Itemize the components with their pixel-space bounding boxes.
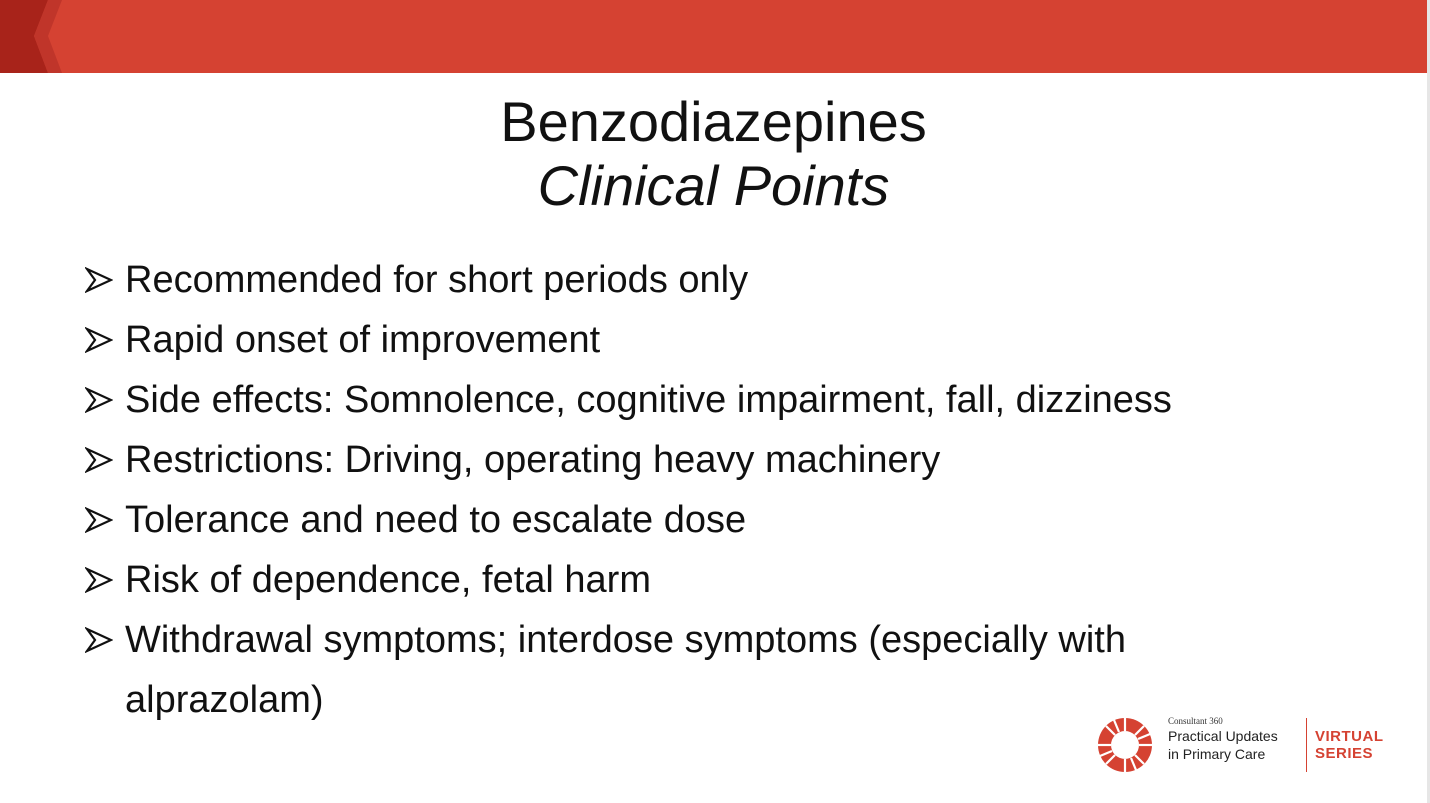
arrow-bullet-icon xyxy=(85,327,113,353)
brand-small: Consultant 360 xyxy=(1168,716,1223,726)
bullet-item xyxy=(85,490,1285,550)
virtual-series-label xyxy=(1315,728,1384,762)
bullet-text: Tolerance and need to escalate dose xyxy=(125,499,747,541)
arrow-bullet-icon xyxy=(85,567,113,593)
title-block xyxy=(0,90,1427,218)
arrow-bullet-icon xyxy=(85,387,113,413)
ring-logo-icon xyxy=(1096,716,1154,774)
slide-title: Benzodiazepines xyxy=(500,90,927,153)
brand-line-2: in Primary Care xyxy=(1168,746,1266,762)
footer-logo xyxy=(1096,714,1406,778)
bullet-item xyxy=(85,550,1285,610)
bullet-text: Risk of dependence, fetal harm xyxy=(125,559,651,601)
banner-chevron-icon xyxy=(0,0,80,73)
logo-divider xyxy=(1306,718,1307,772)
bullet-list xyxy=(85,250,1285,730)
slide-subtitle: Clinical Points xyxy=(537,154,890,217)
virtual-line-1: VIRTUAL xyxy=(1315,728,1384,745)
virtual-line-2: SERIES xyxy=(1315,745,1374,762)
bullet-text: Withdrawal symptoms; interdose symptoms (especially with alprazolam) xyxy=(125,619,1126,721)
bullet-text: Recommended for short periods only xyxy=(125,259,749,301)
bullet-text: Rapid onset of improvement xyxy=(125,319,601,361)
bullet-text: Side effects: Somnolence, cognitive impairment, fall, dizziness xyxy=(125,379,1172,421)
arrow-bullet-icon xyxy=(85,627,113,653)
bullet-item xyxy=(85,430,1285,490)
arrow-bullet-icon xyxy=(85,267,113,293)
bullet-item xyxy=(85,370,1285,430)
arrow-bullet-icon xyxy=(85,447,113,473)
arrow-bullet-icon xyxy=(85,507,113,533)
brand-line-1: Practical Updates xyxy=(1168,728,1278,744)
bullet-item xyxy=(85,250,1285,310)
logo-text xyxy=(1168,716,1308,763)
bullet-text: Restrictions: Driving, operating heavy machinery xyxy=(125,439,941,481)
top-banner xyxy=(0,0,1427,73)
bullet-item xyxy=(85,610,1285,730)
bullet-item xyxy=(85,310,1285,370)
